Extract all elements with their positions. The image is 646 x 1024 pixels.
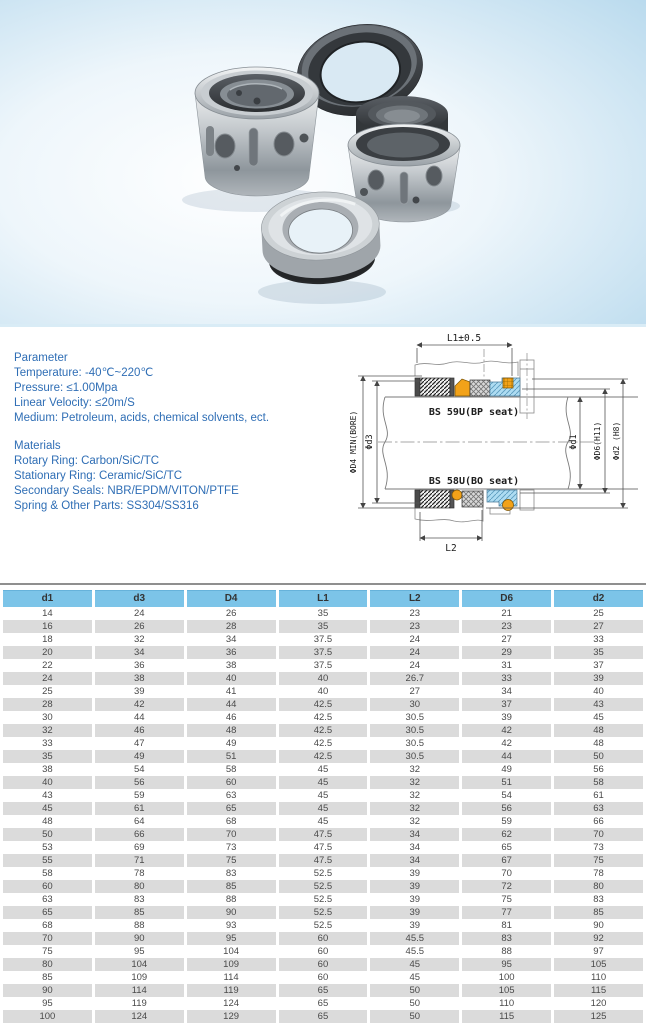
table-cell: 33 [42, 738, 53, 749]
table-cell: 48 [554, 724, 643, 737]
table-cell: 44 [187, 698, 276, 711]
table-cell: 55 [3, 854, 92, 867]
table-cell: 60 [317, 946, 329, 957]
table-cell: 34 [409, 842, 421, 853]
column-header: L2 [370, 590, 459, 607]
table-cell: 26 [225, 608, 237, 619]
table-cell: 42.5 [279, 750, 368, 763]
table-cell: 42 [501, 738, 512, 749]
table-cell: 52.5 [279, 906, 368, 919]
table-cell: 104 [223, 946, 240, 957]
table-cell: 45 [370, 958, 459, 971]
size-table-header [3, 590, 643, 607]
table-cell: 65 [279, 984, 368, 997]
table-cell: 42.5 [313, 738, 333, 749]
size-table [0, 590, 646, 1023]
table-cell: 77 [462, 906, 551, 919]
materials-title: Materials [14, 440, 61, 452]
table-cell: 124 [223, 998, 240, 1009]
parameter-line: Medium: Petroleum, acids, chemical solvents, ect. [14, 412, 270, 424]
table-cell: 119 [187, 984, 276, 997]
table-cell: 39 [554, 672, 643, 685]
table-cell: 38 [95, 672, 184, 685]
dim-label-l2: L2 [445, 543, 457, 554]
table-cell: 40 [279, 672, 368, 685]
table-cell: 56 [593, 764, 604, 775]
table-cell: 70 [501, 868, 512, 879]
table-cell: 39 [409, 868, 421, 879]
table-cell: 52.5 [313, 920, 333, 931]
parameter-line: Pressure: ≤1.00Mpa [14, 382, 118, 394]
table-cell: 110 [590, 972, 607, 983]
table-cell: 115 [554, 984, 643, 997]
table-row [3, 880, 643, 893]
table-cell: 39 [501, 712, 512, 723]
table-cell: 45 [409, 972, 421, 983]
table-cell: 114 [95, 984, 184, 997]
table-cell: 52.5 [279, 880, 368, 893]
table-cell: 119 [131, 998, 147, 1009]
table-cell: 78 [133, 868, 145, 879]
table-cell: 60 [279, 932, 368, 945]
table-cell: 27 [501, 634, 512, 645]
table-cell: 60 [279, 958, 368, 971]
table-row [3, 789, 643, 802]
dim-label-d4: ΦD4 MIN(BORE) [349, 410, 358, 474]
table-cell: 34 [225, 634, 237, 645]
column-header: d2 [554, 590, 643, 607]
table-cell: 34 [95, 646, 184, 659]
table-cell: 37.5 [279, 646, 368, 659]
table-cell: 28 [187, 620, 276, 633]
table-cell: 30.5 [370, 724, 459, 737]
table-cell: 50 [3, 828, 92, 841]
table-cell: 105 [462, 984, 551, 997]
table-cell: 23 [462, 620, 551, 633]
table-cell: 68 [42, 920, 53, 931]
table-cell: 39 [409, 920, 421, 931]
materials-line: Spring & Other Parts: SS304/SS316 [14, 500, 199, 512]
table-row [3, 841, 643, 854]
table-cell: 54 [501, 790, 512, 801]
table-cell: 54 [133, 764, 145, 775]
table-row [3, 646, 643, 659]
table-cell: 42 [95, 698, 184, 711]
table-cell: 109 [187, 958, 276, 971]
column-header: D4 [187, 590, 276, 607]
table-cell: 93 [225, 920, 237, 931]
dimension-lines [358, 345, 628, 541]
table-cell: 59 [133, 790, 145, 801]
table-cell: 80 [554, 880, 643, 893]
table-cell: 40 [187, 672, 276, 685]
product-photo-image [0, 0, 646, 324]
table-cell: 45 [593, 712, 604, 723]
table-row [3, 867, 643, 880]
table-cell: 32 [409, 790, 421, 801]
table-cell: 65 [279, 1010, 368, 1023]
table-row [3, 984, 643, 997]
table-cell: 24 [409, 660, 421, 671]
table-cell: 72 [462, 880, 551, 893]
column-header: D6 [462, 590, 551, 607]
table-cell: 68 [225, 816, 237, 827]
table-cell: 32 [133, 634, 145, 645]
table-cell: 34 [370, 828, 459, 841]
table-cell: 75 [187, 854, 276, 867]
table-row [3, 776, 643, 789]
table-cell: 33 [462, 672, 551, 685]
table-cell: 61 [593, 790, 604, 801]
table-cell: 46 [225, 712, 237, 723]
table-cell: 45 [279, 776, 368, 789]
parameter-block [14, 351, 269, 514]
specs-section [0, 327, 646, 583]
table-cell: 27 [409, 686, 421, 697]
table-cell: 120 [590, 998, 607, 1009]
table-cell: 45 [3, 802, 92, 815]
table-cell: 92 [554, 932, 643, 945]
table-cell: 29 [462, 646, 551, 659]
table-cell: 49 [95, 750, 184, 763]
table-row [3, 737, 643, 750]
table-cell: 75 [42, 946, 53, 957]
table-row [3, 633, 643, 646]
table-cell: 124 [95, 1010, 184, 1023]
table-cell: 42.5 [313, 712, 333, 723]
table-cell: 114 [223, 972, 239, 983]
table-cell: 45 [317, 816, 329, 827]
table-cell: 43 [554, 698, 643, 711]
table-cell: 115 [462, 1010, 551, 1023]
table-cell: 75 [554, 854, 643, 867]
table-cell: 48 [42, 816, 53, 827]
table-cell: 42 [462, 724, 551, 737]
table-cell: 73 [225, 842, 237, 853]
table-cell: 125 [554, 1010, 643, 1023]
table-top-divider [0, 583, 646, 585]
table-cell: 45 [317, 790, 329, 801]
dim-label-d2: Φd2 (H8) [612, 421, 621, 461]
table-cell: 66 [95, 828, 184, 841]
dim-label-d3: Φd3 [365, 434, 375, 450]
table-cell: 65 [317, 998, 329, 1009]
dim-label-d6: ΦD6(H11) [593, 421, 602, 461]
table-cell: 45 [317, 764, 329, 775]
table-cell: 30 [370, 698, 459, 711]
table-cell: 35 [279, 620, 368, 633]
product-photo [0, 0, 646, 327]
table-cell: 33 [593, 634, 604, 645]
table-cell: 40 [593, 686, 604, 697]
table-cell: 95 [187, 932, 276, 945]
table-cell: 25 [42, 686, 53, 697]
table-cell: 48 [187, 724, 276, 737]
table-cell: 50 [370, 984, 459, 997]
table-cell: 39 [370, 880, 459, 893]
table-cell: 80 [3, 958, 92, 971]
seal-cross-section-diagram [336, 329, 646, 581]
table-row [3, 763, 643, 776]
table-cell: 100 [3, 1010, 92, 1023]
table-cell: 37 [593, 660, 604, 671]
table-cell: 34 [370, 854, 459, 867]
table-cell: 52.5 [313, 868, 333, 879]
table-cell: 65 [501, 842, 512, 853]
table-cell: 39 [370, 906, 459, 919]
table-cell: 42.5 [279, 724, 368, 737]
table-cell: 32 [409, 764, 421, 775]
table-cell: 43 [42, 790, 53, 801]
table-row [3, 854, 643, 867]
table-cell: 45.5 [405, 946, 425, 957]
table-cell: 66 [593, 816, 604, 827]
table-cell: 85 [554, 906, 643, 919]
table-cell: 38 [225, 660, 237, 671]
table-cell: 95 [462, 958, 551, 971]
table-cell: 41 [225, 686, 237, 697]
table-cell: 28 [3, 698, 92, 711]
table-cell: 36 [133, 660, 145, 671]
table-cell: 22 [42, 660, 53, 671]
table-cell: 27 [554, 620, 643, 633]
table-cell: 90 [187, 906, 276, 919]
table-row [3, 997, 643, 1010]
model-label-upper: BS 59U(BP seat) [428, 407, 520, 418]
table-cell: 90 [593, 920, 604, 931]
stationary-seat-ring [260, 189, 383, 287]
technical-drawing [336, 329, 646, 581]
table-cell: 25 [593, 608, 604, 619]
table-cell: 90 [3, 984, 92, 997]
table-cell: 50 [370, 1010, 459, 1023]
table-cell: 26.7 [370, 672, 459, 685]
table-cell: 88 [225, 894, 237, 905]
table-cell: 67 [462, 854, 551, 867]
table-cell: 71 [95, 854, 184, 867]
table-cell: 95 [42, 998, 53, 1009]
materials-line: Stationary Ring: Ceramic/SiC/TC [14, 470, 183, 482]
table-cell: 85 [95, 906, 184, 919]
table-cell: 83 [593, 894, 604, 905]
table-cell: 88 [501, 946, 512, 957]
table-cell: 47.5 [279, 854, 368, 867]
table-cell: 37 [462, 698, 551, 711]
table-cell: 64 [133, 816, 145, 827]
table-cell: 45.5 [370, 932, 459, 945]
rotary-seal-large [195, 67, 319, 196]
table-cell: 85 [42, 972, 53, 983]
table-cell: 49 [501, 764, 512, 775]
table-cell: 58 [42, 868, 53, 879]
table-row [3, 1010, 643, 1023]
table-row [3, 958, 643, 971]
table-row [3, 971, 643, 984]
table-row [3, 685, 643, 698]
dim-label-d1: Φd1 [569, 434, 579, 450]
upper-seal-section [415, 378, 520, 396]
parameter-line: Linear Velocity: ≤20m/S [14, 397, 135, 409]
table-cell: 40 [317, 686, 329, 697]
table-cell: 24 [409, 634, 421, 645]
table-cell: 35 [3, 750, 92, 763]
table-cell: 60 [3, 880, 92, 893]
table-cell: 21 [501, 608, 512, 619]
table-cell: 32 [3, 724, 92, 737]
table-row [3, 659, 643, 672]
table-cell: 24 [3, 672, 92, 685]
table-cell: 69 [133, 842, 145, 853]
table-cell: 30 [42, 712, 53, 723]
table-cell: 70 [3, 932, 92, 945]
table-cell: 37.5 [313, 660, 333, 671]
table-cell: 104 [95, 958, 184, 971]
table-row [3, 815, 643, 828]
table-cell: 39 [409, 894, 421, 905]
table-row [3, 750, 643, 763]
table-cell: 30.5 [405, 712, 425, 723]
table-cell: 51 [462, 776, 551, 789]
table-row [3, 711, 643, 724]
table-cell: 47.5 [279, 828, 368, 841]
table-cell: 37.5 [313, 634, 333, 645]
table-row [3, 932, 643, 945]
table-cell: 24 [370, 646, 459, 659]
table-cell: 51 [187, 750, 276, 763]
table-cell: 32 [409, 816, 421, 827]
parameter-title: Parameter [14, 352, 68, 364]
table-cell: 30.5 [405, 738, 425, 749]
table-row [3, 724, 643, 737]
table-cell: 85 [187, 880, 276, 893]
table-cell: 23 [409, 608, 421, 619]
table-row [3, 698, 643, 711]
table-cell: 30.5 [370, 750, 459, 763]
table-cell: 39 [133, 686, 145, 697]
table-cell: 80 [95, 880, 184, 893]
parameter-line: Temperature: -40℃~220℃ [14, 367, 154, 379]
table-cell: 47 [133, 738, 145, 749]
table-cell: 52.5 [313, 894, 333, 905]
table-cell: 26 [95, 620, 184, 633]
table-cell: 32 [370, 776, 459, 789]
table-cell: 53 [42, 842, 53, 853]
table-row [3, 893, 643, 906]
table-cell: 63 [225, 790, 237, 801]
table-cell: 32 [370, 802, 459, 815]
table-cell: 129 [187, 1010, 276, 1023]
table-cell: 63 [42, 894, 53, 905]
table-cell: 78 [593, 868, 604, 879]
table-cell: 18 [42, 634, 53, 645]
table-cell: 45 [279, 802, 368, 815]
table-cell: 56 [95, 776, 184, 789]
table-cell: 56 [462, 802, 551, 815]
table-row [3, 906, 643, 919]
table-cell: 88 [133, 920, 145, 931]
table-cell: 14 [42, 608, 53, 619]
table-cell: 70 [554, 828, 643, 841]
table-cell: 61 [95, 802, 184, 815]
table-cell: 59 [501, 816, 512, 827]
column-header: L1 [279, 590, 368, 607]
table-cell: 110 [499, 998, 515, 1009]
table-cell: 95 [133, 946, 145, 957]
column-header: d1 [3, 590, 92, 607]
materials-line: Secondary Seals: NBR/EPDM/VITON/PTFE [14, 485, 239, 497]
table-cell: 47.5 [313, 842, 333, 853]
table-cell: 60 [317, 972, 329, 983]
model-label-lower: BS 58U(BO seat) [428, 476, 520, 487]
table-cell: 90 [95, 932, 184, 945]
table-cell: 100 [498, 972, 515, 983]
table-cell: 63 [554, 802, 643, 815]
table-cell: 75 [501, 894, 512, 905]
table-cell: 42.5 [279, 698, 368, 711]
table-cell: 35 [317, 608, 329, 619]
dim-label-l1: L1±0.5 [446, 333, 482, 344]
table-cell: 35 [554, 646, 643, 659]
table-row [3, 945, 643, 958]
table-cell: 105 [554, 958, 643, 971]
table-row [3, 607, 643, 620]
table-cell: 83 [462, 932, 551, 945]
table-row [3, 620, 643, 633]
table-cell: 31 [501, 660, 512, 671]
table-cell: 70 [187, 828, 276, 841]
table-cell: 60 [187, 776, 276, 789]
table-row [3, 828, 643, 841]
table-cell: 16 [3, 620, 92, 633]
table-cell: 83 [225, 868, 237, 879]
table-row [3, 802, 643, 815]
table-cell: 44 [462, 750, 551, 763]
table-cell: 65 [3, 906, 92, 919]
table-cell: 38 [42, 764, 53, 775]
table-cell: 83 [133, 894, 145, 905]
materials-line: Rotary Ring: Carbon/SiC/TC [14, 455, 160, 467]
table-cell: 62 [462, 828, 551, 841]
table-row [3, 919, 643, 932]
table-cell: 97 [593, 946, 604, 957]
table-row [3, 672, 643, 685]
table-cell: 36 [187, 646, 276, 659]
table-cell: 50 [409, 998, 421, 1009]
table-cell: 20 [3, 646, 92, 659]
table-cell: 109 [131, 972, 148, 983]
table-cell: 73 [593, 842, 604, 853]
table-cell: 58 [225, 764, 237, 775]
table-cell: 34 [501, 686, 512, 697]
table-cell: 58 [554, 776, 643, 789]
table-cell: 65 [187, 802, 276, 815]
table-cell: 81 [501, 920, 512, 931]
lower-seal-section [415, 490, 517, 511]
table-cell: 48 [593, 738, 604, 749]
table-cell: 23 [370, 620, 459, 633]
table-cell: 40 [3, 776, 92, 789]
table-cell: 50 [554, 750, 643, 763]
column-header: d3 [95, 590, 184, 607]
table-cell: 44 [133, 712, 145, 723]
table-cell: 49 [225, 738, 237, 749]
table-cell: 24 [133, 608, 145, 619]
table-cell: 46 [95, 724, 184, 737]
